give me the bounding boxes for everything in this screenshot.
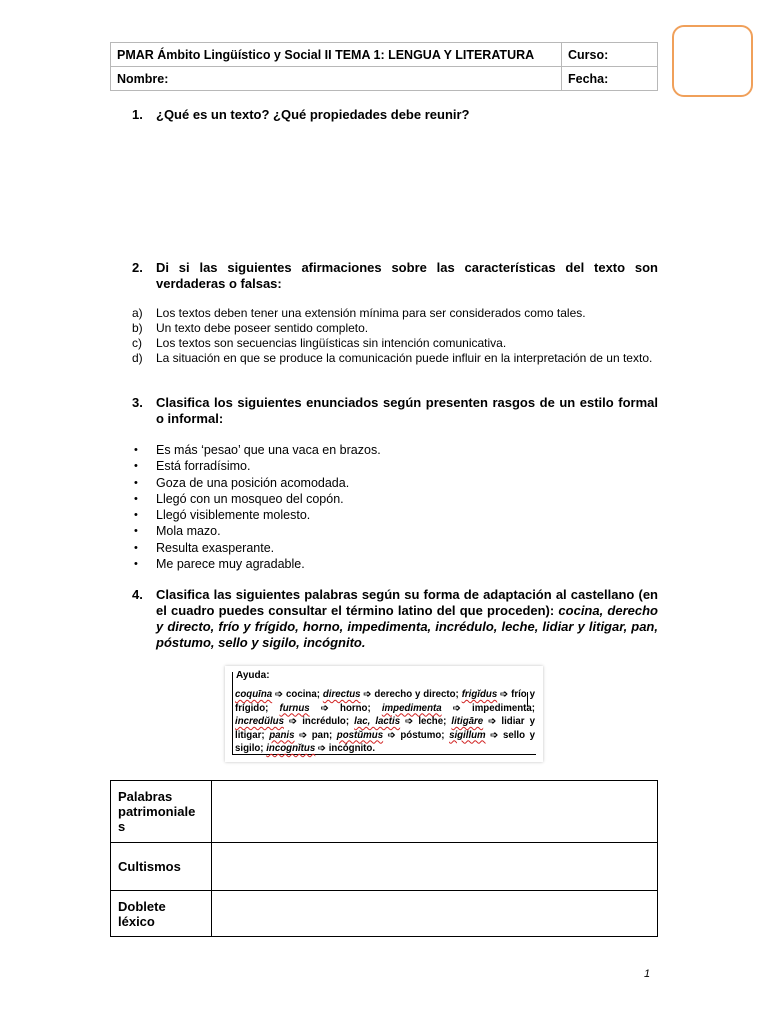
spanish-result: incógnito. [328,743,376,754]
table-row [111,891,658,937]
date-label: Fecha: [562,67,658,91]
row-label: Cultismos [111,843,212,891]
question-3 [132,395,658,427]
question-number: 3. [132,395,143,410]
list-item [132,351,658,366]
arrow-icon: ➩ [315,743,329,754]
arrow-icon: ➩ [284,716,303,727]
help-body [235,688,535,756]
question-word-list: cocina, derecho y directo, frío y frígido, horno, impedimenta, incrédulo, leche, lidiar y litigar, pan, póstumo, sello y sigilo, incógnito. [156,603,658,650]
table-row [111,781,658,843]
list-text: Los textos son secuencias lingüísticas sin intención comunicativa. [156,336,507,350]
help-title: Ayuda: [236,670,270,681]
bullet: • [134,525,138,538]
list-text: Mola mazo. [156,524,221,539]
question-4 [132,587,658,651]
answer-cell[interactable] [212,781,658,843]
question-number: 2. [132,260,143,275]
help-entry [269,730,332,741]
spanish-result: horno; [340,702,371,714]
list-text: Me parece muy agradable. [156,557,305,572]
bullet: • [134,444,138,456]
latin-term: impedimenta [381,702,442,714]
course-label: Curso: [562,43,658,67]
sentences-list [132,442,658,572]
list-item [132,458,658,474]
spanish-result: impedimenta; [472,702,535,714]
question-text: Di si las siguientes afirmaciones sobre las características del texto son verdaderas o falsas: [156,260,658,291]
bullet: • [134,509,138,522]
list-item [132,523,658,539]
help-entry [323,689,459,700]
question-number: 4. [132,587,143,602]
latin-term: litigāre [451,716,484,727]
latin-term: coquīna [235,689,273,700]
list-item [132,442,658,458]
list-item [132,491,658,507]
list-item [132,556,658,572]
question-text: Clasifica los siguientes enunciados según presenten rasgos de un estilo formal o informal: [156,395,658,426]
bullet: • [134,476,138,489]
arrow-icon: ➩ [383,729,401,741]
row-label: Doblete léxico [111,891,212,937]
latin-term: directus [322,689,361,700]
latin-term: postŭmus [336,729,384,741]
help-entry [235,716,349,727]
arrow-icon: ➩ [294,729,312,741]
logo-placeholder [672,25,753,97]
list-marker: b) [132,321,143,335]
arrow-icon: ➩ [360,689,375,700]
spanish-result: pan; [311,729,333,741]
help-entry [382,703,535,714]
arrow-icon: ➩ [441,702,472,714]
help-box [225,666,543,762]
header-table [110,42,658,91]
list-marker: d) [132,351,143,365]
spanish-result: póstumo; [400,729,445,741]
help-entry [354,716,446,727]
list-item [132,321,658,336]
help-entry [266,743,375,754]
list-item [132,540,658,556]
list-item [132,306,658,321]
list-text: Resulta exasperante. [156,540,275,555]
list-item [132,336,658,351]
bullet: • [134,558,138,571]
bullet: • [134,492,138,505]
answer-table [110,780,658,937]
question-number: 1. [132,107,143,122]
latin-term: lac, lactis [354,716,401,727]
spanish-result: frío y frígido; [235,689,535,714]
help-entry [235,689,320,700]
name-label: Nombre: [111,67,562,91]
latin-term: incognĭtus [266,743,316,754]
header-row-name [111,67,658,91]
latin-term: incredŭlus [235,716,284,727]
latin-term: sigillum [449,729,486,741]
list-item [132,475,658,491]
spanish-result: lidiar y litigar; [235,716,535,741]
list-marker: c) [132,336,142,350]
header-title: PMAR Ámbito Lingüístico y Social II TEMA 1: LENGUA Y LITERATURA [111,43,562,67]
help-entry [280,703,371,714]
answer-cell[interactable] [212,843,658,891]
latin-term: furnus [279,702,310,714]
spanish-result: incrédulo; [302,716,350,727]
latin-term: panis [269,729,295,741]
question-1 [132,107,658,123]
list-text: Goza de una posición acomodada. [156,475,350,490]
header-row-title [111,43,658,67]
arrow-icon: ➩ [272,689,287,700]
list-text: Llegó visiblemente molesto. [156,508,311,523]
help-box-frame [232,672,536,755]
list-text: Los textos deben tener una extensión mínima para ser considerados como tales. [156,306,586,320]
list-text: Un texto debe poseer sentido completo. [156,321,369,335]
list-item [132,507,658,523]
spanish-result: cocina; [286,689,320,700]
answer-cell[interactable] [212,891,658,937]
list-text: Es más ‘pesao’ que una vaca en brazos. [156,443,381,457]
list-text: Llegó con un mosqueo del copón. [156,491,344,506]
table-row [111,843,658,891]
question-2 [132,260,658,292]
question-text-main: Clasifica las siguientes palabras según su forma de adaptación al castellano (en el cuadro puedes consultar el término latino del que proceden): [156,587,658,618]
arrow-icon: ➩ [485,729,503,741]
help-entry [337,730,445,741]
latin-term: frigĭdus [461,689,498,700]
question-text: ¿Qué es un texto? ¿Qué propiedades debe reunir? [156,107,470,122]
bullet: • [134,541,138,554]
spanish-result: derecho y directo; [374,689,459,700]
arrow-icon: ➩ [483,716,502,727]
spanish-result: sello y sigilo; [235,729,535,754]
bullet: • [134,460,138,473]
question-text [156,587,658,651]
arrow-icon: ➩ [497,689,512,700]
list-marker: a) [132,306,143,320]
arrow-icon: ➩ [400,716,419,727]
page-number: 1 [644,968,651,980]
arrow-icon: ➩ [309,702,341,714]
row-label: Palabras patrimoniale s [111,781,212,843]
list-text: Está forradísimo. [156,459,251,474]
spanish-result: leche; [418,716,447,727]
statements-list [132,306,658,366]
list-text: La situación en que se produce la comunicación puede influir en la interpretación de un texto. [156,351,653,365]
